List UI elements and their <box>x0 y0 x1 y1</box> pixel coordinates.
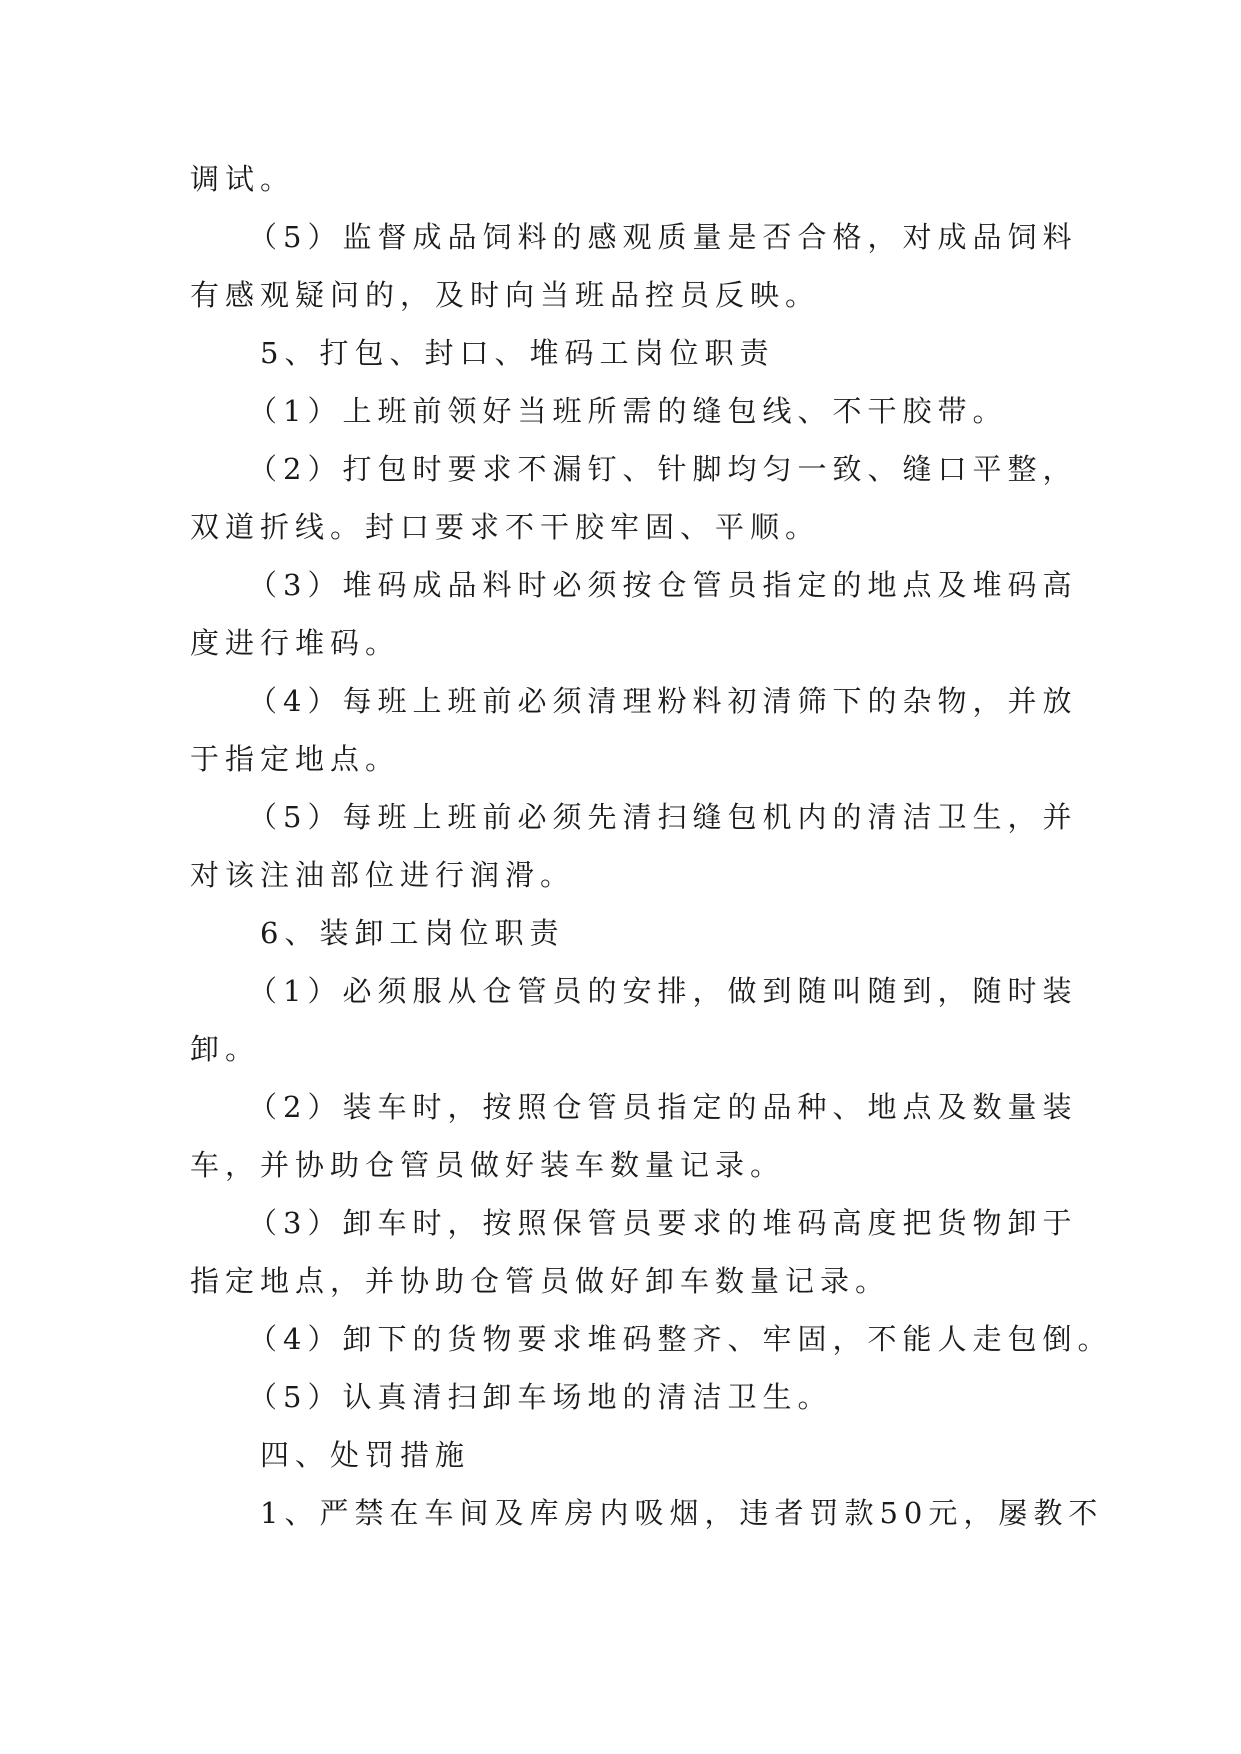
text-line: （1）上班前领好当班所需的缝包线、不干胶带。 <box>248 394 1008 428</box>
text-line: （4）每班上班前必须清理粉料初清筛下的杂物，并放 <box>248 684 1078 718</box>
text-line: 指定地点，并协助仓管员做好卸车数量记录。 <box>190 1264 891 1298</box>
text-line: 有感观疑问的，及时向当班品控员反映。 <box>190 278 821 312</box>
section-heading: 5、打包、封口、堆码工岗位职责 <box>260 336 775 370</box>
text-line: （3）堆码成品料时必须按仓管员指定的地点及堆码高 <box>248 568 1078 602</box>
section-heading: 6、装卸工岗位职责 <box>260 916 565 950</box>
text-line: （5）认真清扫卸车场地的清洁卫生。 <box>248 1380 833 1414</box>
text-line: 调试。 <box>190 162 296 196</box>
text-line: （2）装车时，按照仓管员指定的品种、地点及数量装 <box>248 1090 1078 1124</box>
text-line: 度进行堆码。 <box>190 626 401 660</box>
text-line: 卸。 <box>190 1032 261 1066</box>
text-line: 双道折线。封口要求不干胶牢固、平顺。 <box>190 510 821 544</box>
section-heading: 四、处罚措施 <box>260 1438 471 1472</box>
text-line: （3）卸车时，按照保管员要求的堆码高度把货物卸于 <box>248 1206 1078 1240</box>
document-body <box>190 150 1113 1542</box>
text-line: （5）监督成品饲料的感观质量是否合格，对成品饲料 <box>248 220 1078 254</box>
text-line: 于指定地点。 <box>190 742 401 776</box>
text-line: （4）卸下的货物要求堆码整齐、牢固，不能人走包倒。 <box>248 1322 1113 1356</box>
text-line: 车，并协助仓管员做好装车数量记录。 <box>190 1148 786 1182</box>
text-line: （2）打包时要求不漏钉、针脚均匀一致、缝口平整， <box>248 452 1078 486</box>
text-line: 1、严禁在车间及库房内吸烟，违者罚款50元，屡教不 <box>260 1496 1104 1530</box>
text-line: （5）每班上班前必须先清扫缝包机内的清洁卫生，并 <box>248 800 1078 834</box>
text-line: （1）必须服从仓管员的安排，做到随叫随到，随时装 <box>248 974 1078 1008</box>
text-line: 对该注油部位进行润滑。 <box>190 858 576 892</box>
